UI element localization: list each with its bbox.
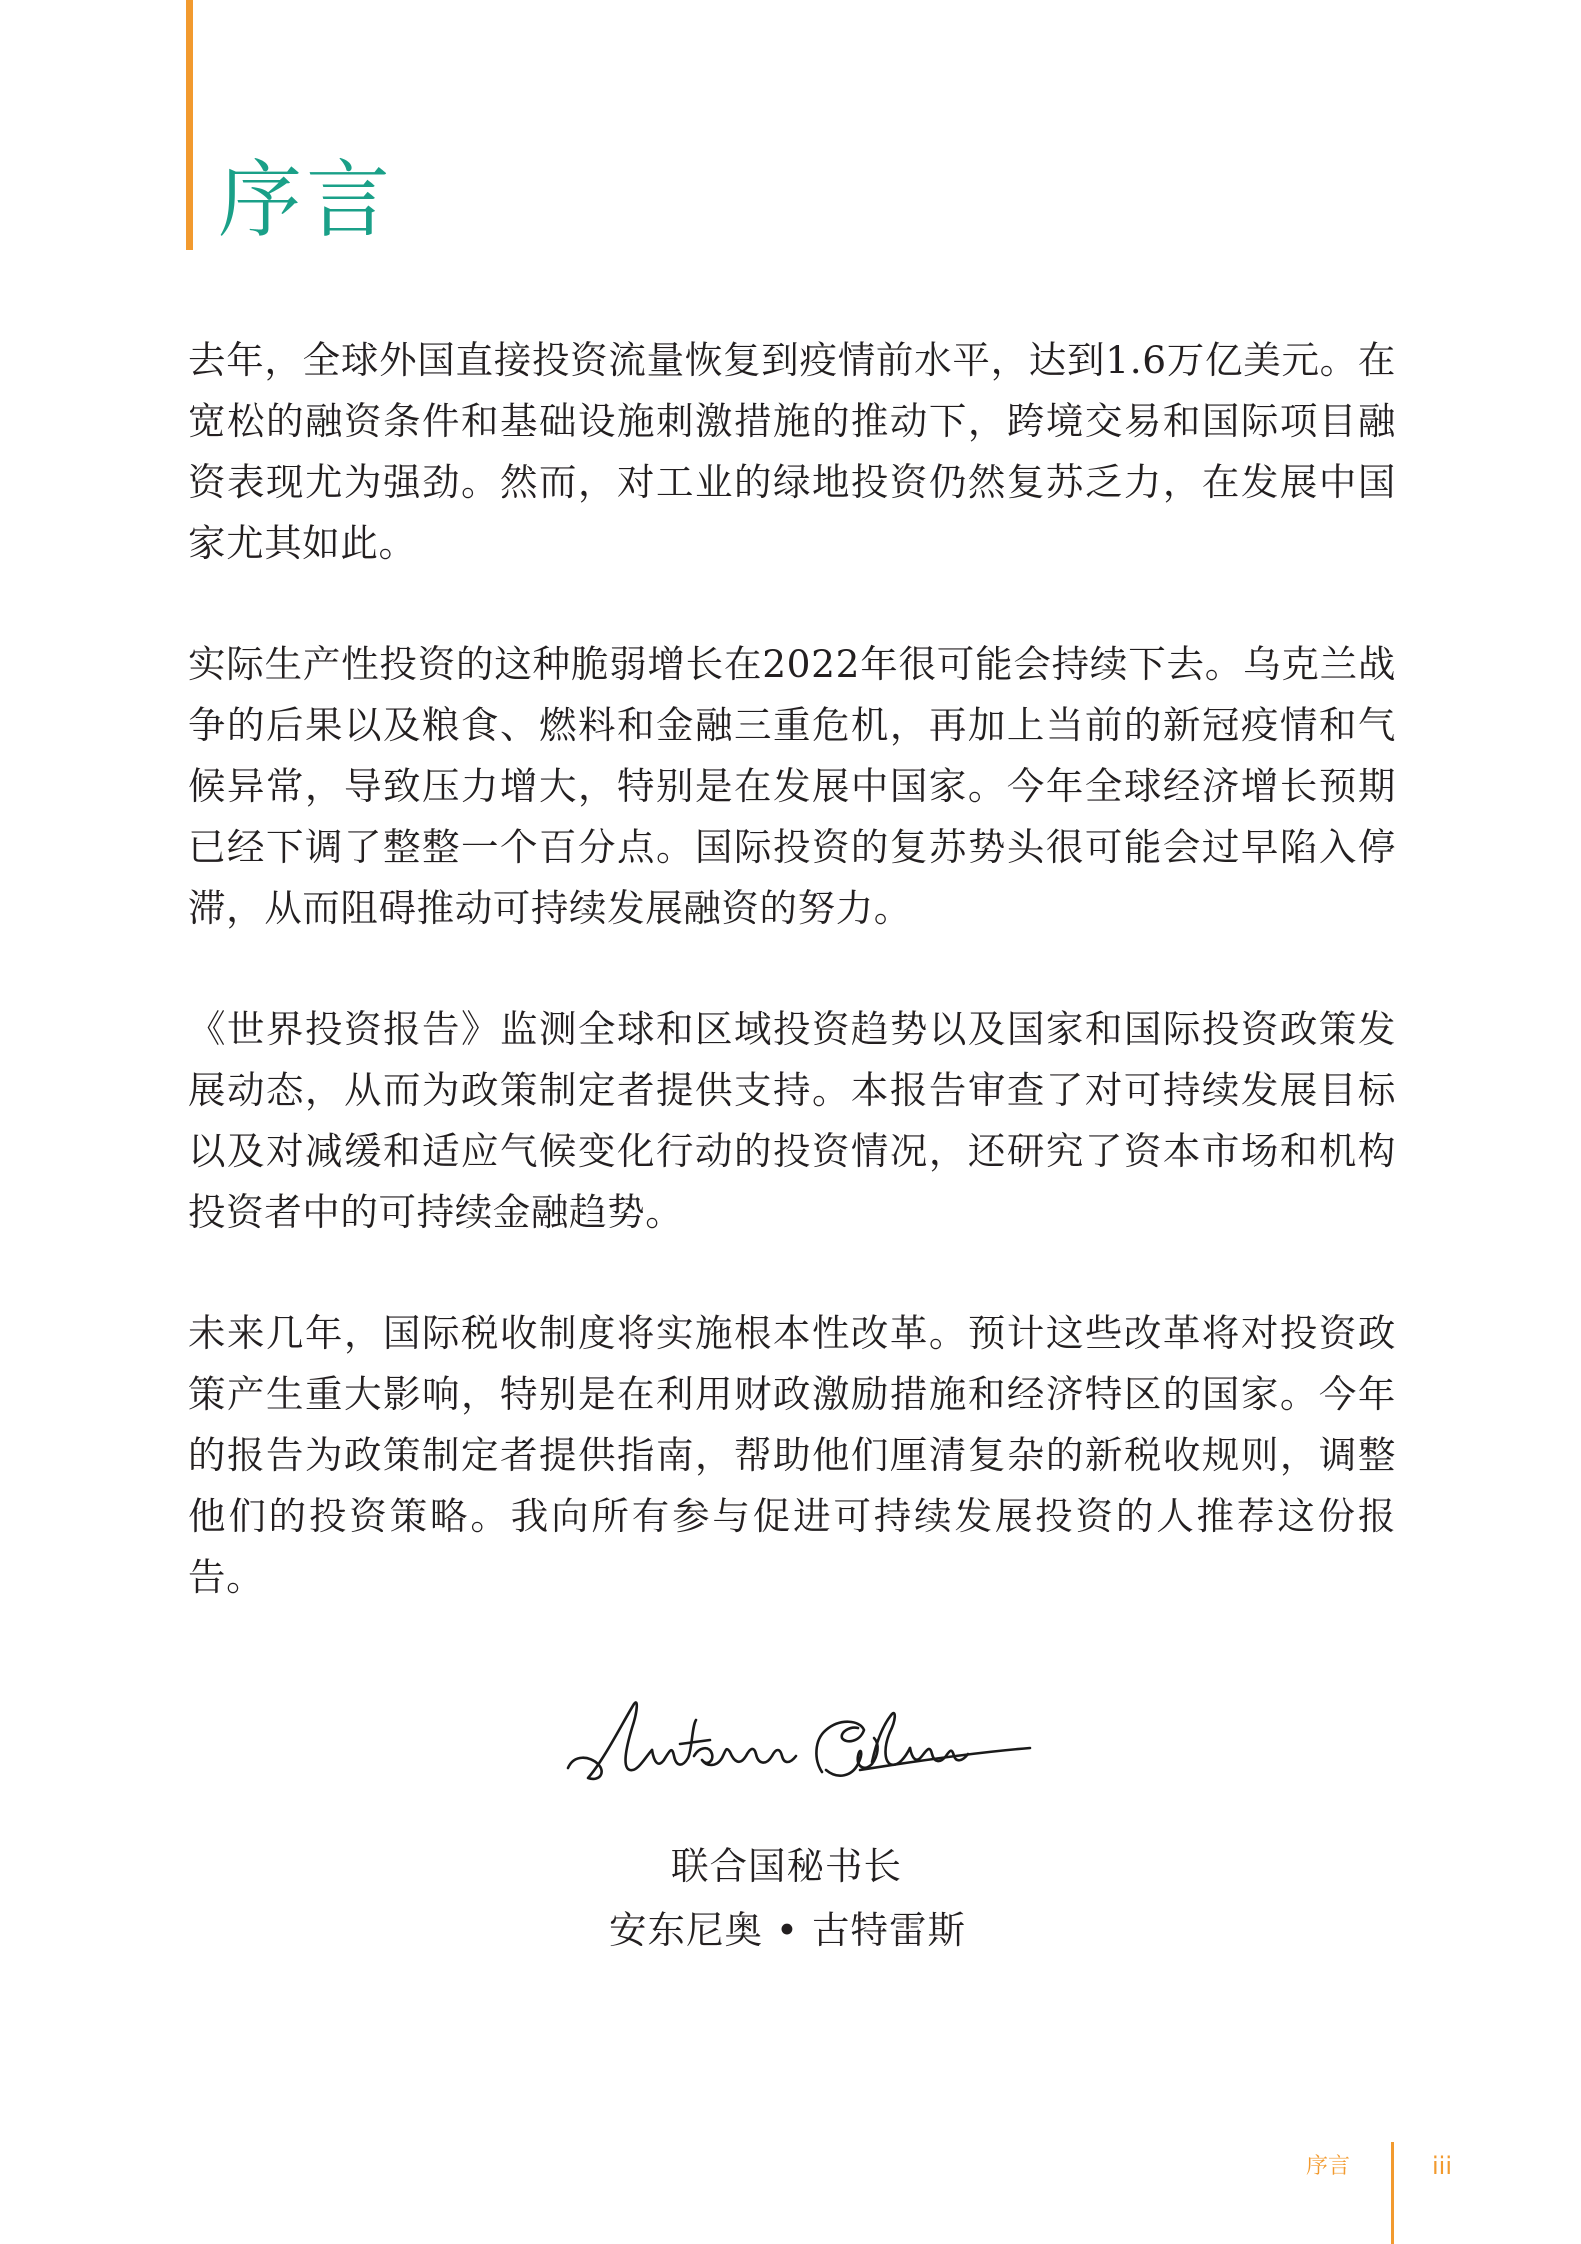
paragraph-3: 《世界投资报告》监测全球和区域投资趋势以及国家和国际投资政策发展动态，从而为政策制定者提供支持。本报告审查了对可持续发展目标以及对减缓和适应气候变化行动的投资情况，还研究了资本市场和机构投资者中的可持续金融趋势。: [188, 1007, 1396, 1234]
paragraph-4: 未来几年，国际税收制度将实施根本性改革。预计这些改革将对投资政策产生重大影响，特别是在利用财政激励措施和经济特区的国家。今年的报告为政策制定者提供指南，帮助他们厘清复杂的新税收规则，调整他们的投资策略。我向所有参与促进可持续发展投资的人推荐这份报告。: [188, 1311, 1396, 1599]
paragraph-1: 去年，全球外国直接投资流量恢复到疫情前水平，达到1.6万亿美元。在宽松的融资条件和基础设施刺激措施的推动下，跨境交易和国际项目融资表现尤为强劲。然而，对工业的绿地投资仍然复苏乏力，在发展中国家尤其如此。: [188, 338, 1396, 565]
foreword-body: [188, 330, 1396, 1668]
signatory-title: 联合国秘书长: [671, 1844, 902, 1888]
paragraph-2: 实际生产性投资的这种脆弱增长在2022年很可能会持续下去。乌克兰战争的后果以及粮食、燃料和金融三重危机，再加上当前的新冠疫情和气候异常，导致压力增大，特别是在发展中国家。今年全球经济增长预期已经下调了整整一个百分点。国际投资的复苏势头很可能会过早陷入停滞，从而阻碍推动可持续发展融资的努力。: [188, 642, 1396, 930]
signatory-name: 安东尼奥 • 古特雷斯: [609, 1908, 966, 1952]
handwritten-signature: [560, 1690, 1040, 1820]
page-number: iii: [1432, 2152, 1453, 2180]
footer-divider: [1391, 2142, 1394, 2244]
title-accent-bar: [186, 0, 193, 250]
page-title: 序言: [218, 151, 395, 249]
footer-section-label: 序言: [1306, 2154, 1351, 2179]
